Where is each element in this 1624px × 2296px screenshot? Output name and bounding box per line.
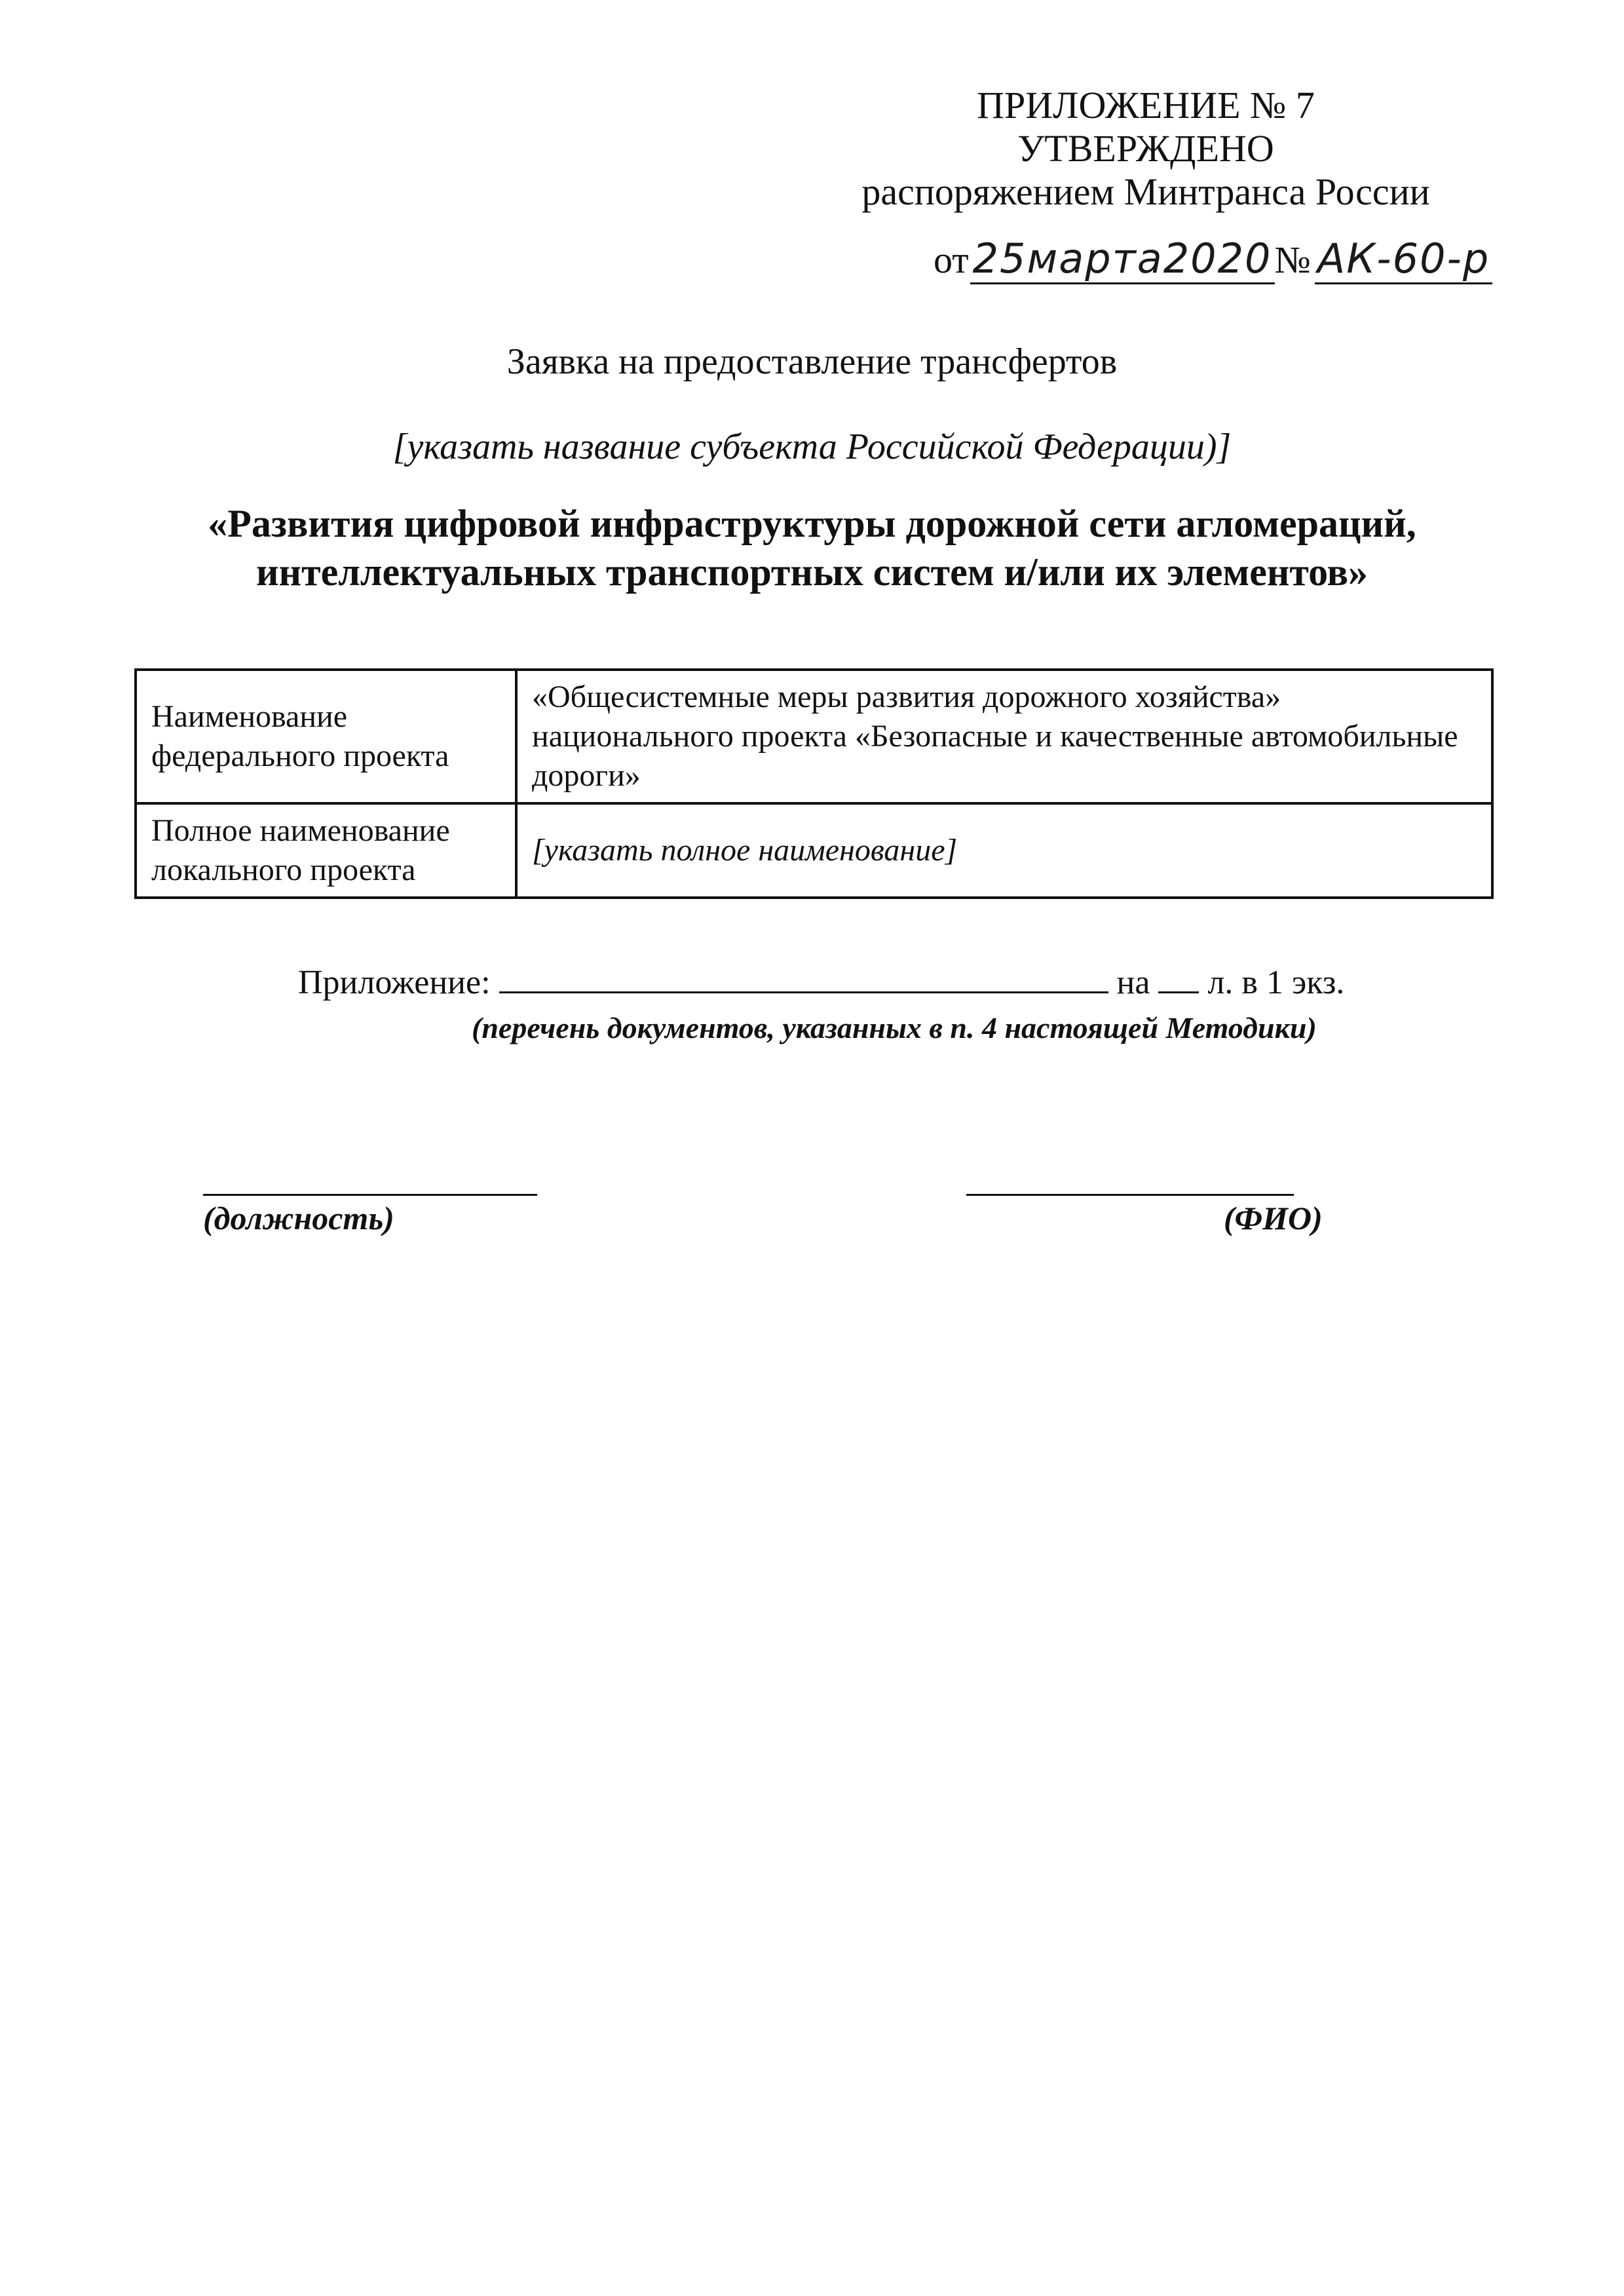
attachment-label: Приложение: [298, 964, 491, 1001]
document-title: Заявка на предоставление трансфертов [506, 341, 1118, 382]
table-cell-value: «Общесистемные меры развития дорожного хозяйства» национального проекта «Безопасные и качественные автомобильные дороги» [516, 670, 1492, 803]
attachment-line [298, 963, 1344, 1002]
project-title-line-1: «Развития цифровой инфраструктуры дорожной сети агломераций, [208, 502, 1416, 545]
project-title [0, 499, 1624, 596]
name-signature-line [966, 1194, 1294, 1196]
project-info-table [134, 668, 1494, 899]
attachment-sheets-suffix: л. в 1 экз. [1207, 964, 1345, 1001]
table-cell-value: [указать полное наименование] [516, 803, 1492, 898]
attachment-on: на [1116, 964, 1150, 1001]
table-cell-label: Наименование федерального проекта [136, 670, 516, 803]
subject-placeholder: [указать название субъекта Российской Федерации)] [392, 427, 1232, 467]
number-sign: № [1274, 239, 1311, 281]
project-title-line-2: интеллектуальных транспортных систем и/или их элементов» [255, 550, 1369, 594]
from-prefix: от [934, 239, 969, 281]
table-cell-label: Полное наименование локального проекта [136, 803, 516, 898]
approving-order: распоряжением Минтранса России [861, 170, 1430, 213]
position-caption: (должность) [203, 1200, 394, 1236]
name-caption: (ФИО) [1224, 1200, 1323, 1236]
approved-label: УТВЕРЖДЕНО [1017, 127, 1274, 170]
appendix-number: ПРИЛОЖЕНИЕ № 7 [977, 84, 1315, 126]
handwritten-order-number: АК-60-р [1315, 235, 1492, 284]
table-row [136, 670, 1492, 803]
table-row [136, 803, 1492, 898]
approval-block [818, 84, 1473, 214]
position-signature-line [203, 1194, 537, 1196]
order-date-number-line [934, 235, 1492, 284]
attachment-list-blank [499, 965, 1108, 993]
handwritten-date: 25марта2020 [970, 235, 1275, 284]
attachment-note: (перечень документов, указанных в п. 4 настоящей Методики) [472, 1011, 1317, 1044]
sheet-count-blank [1158, 965, 1199, 993]
